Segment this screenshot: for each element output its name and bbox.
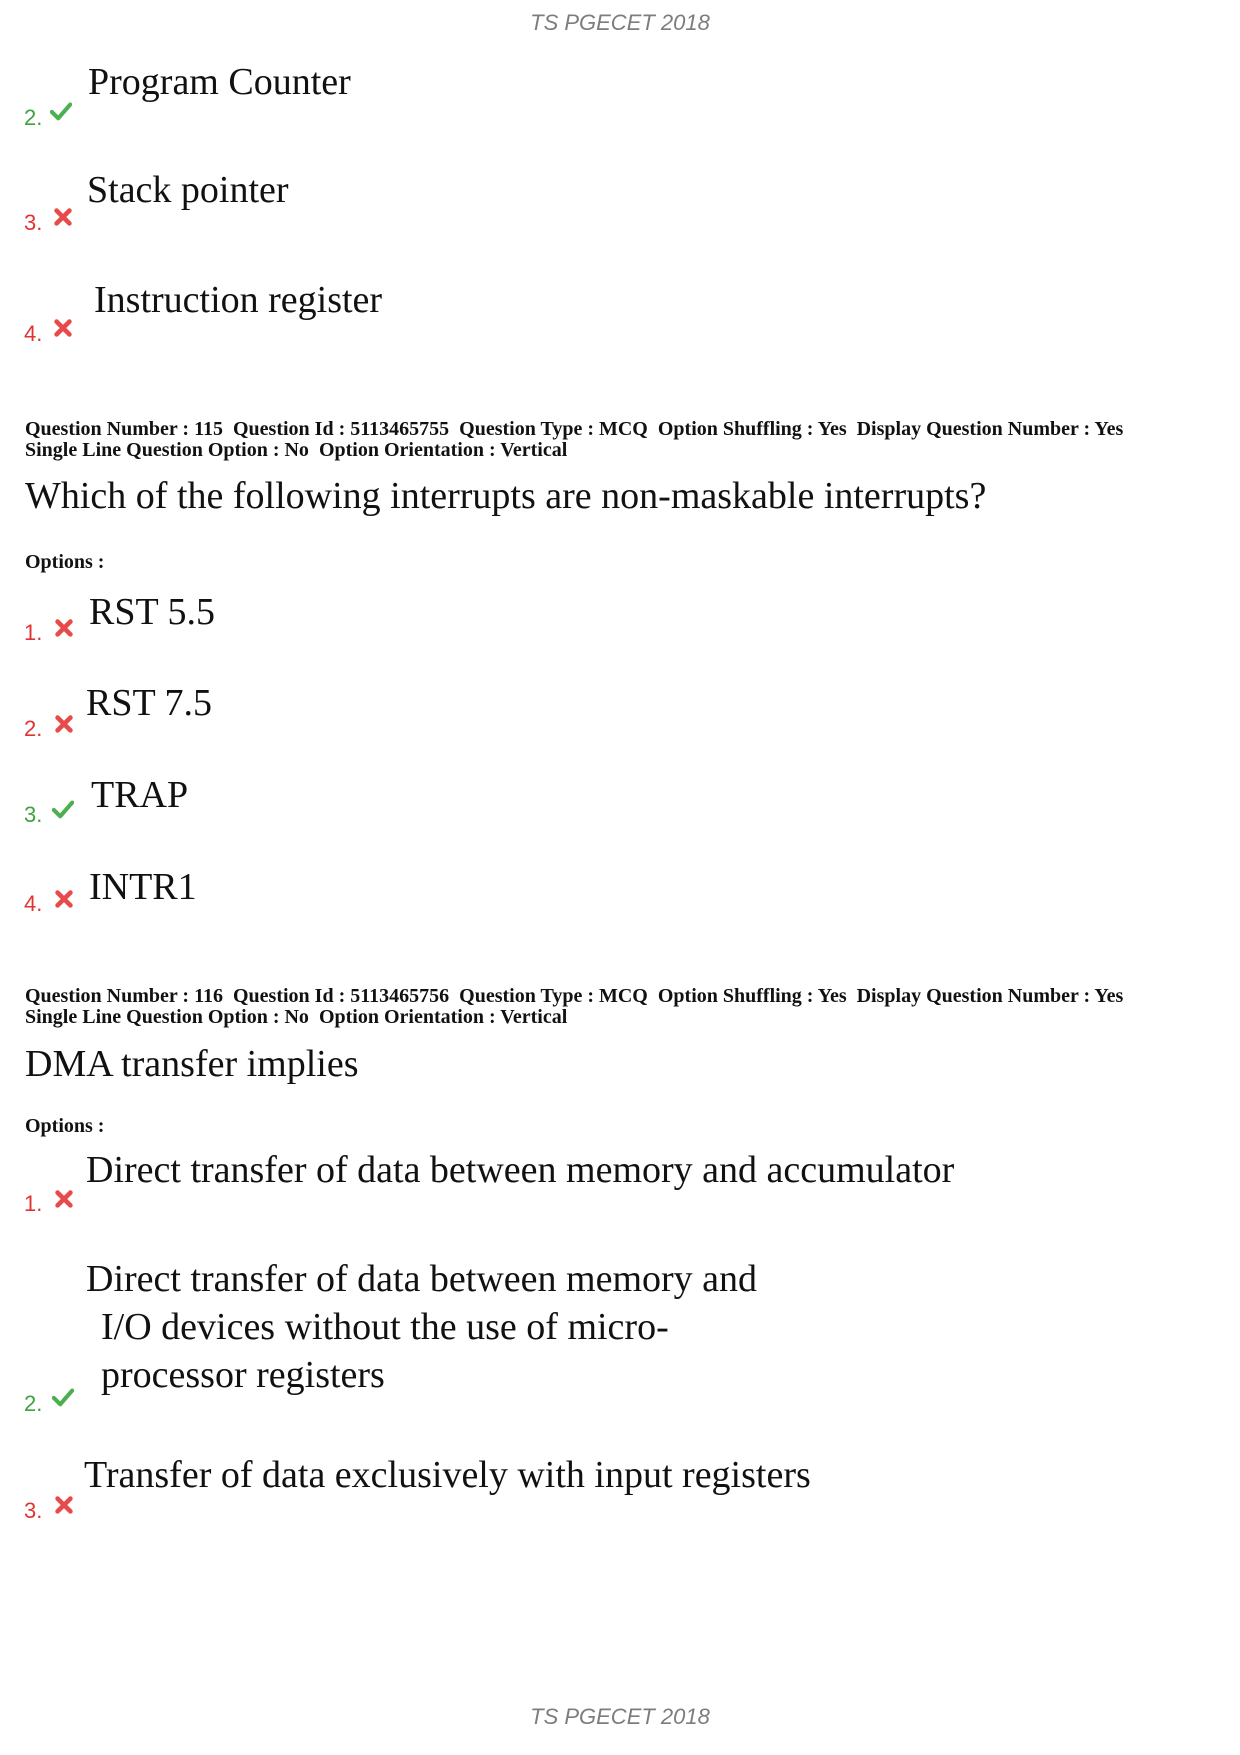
question-stem: Which of the following interrupts are non-maskable interrupts? [25,475,987,517]
question-meta [25,419,1225,461]
page-header: TS PGECET 2018 [530,10,710,35]
cross-icon [53,713,75,735]
option-number: 2. [24,1391,43,1416]
question-meta-line-2: Single Line Question Option : No Option Orientation : Vertical [25,1006,568,1028]
question-meta-line-1: Question Number : 116 Question Id : 5113465756 Question Type : MCQ Option Shuffling : Yes Display Question Number : Yes [25,985,1124,1007]
option-number: 4. [24,891,43,916]
option-text [86,1255,806,1399]
cross-icon [53,617,75,639]
option-number: 4. [24,321,43,346]
option-text: RST 5.5 [89,591,216,633]
option-text: Instruction register [94,279,383,321]
cross-icon [52,206,74,228]
page-footer: TS PGECET 2018 [530,1704,710,1729]
option-text: RST 7.5 [86,682,213,724]
options-label: Options : [25,551,105,573]
cross-icon [53,1188,75,1210]
option-text: Transfer of data exclusively with input registers [84,1454,811,1496]
check-icon [52,798,74,820]
check-icon [52,1386,74,1408]
option-number: 3. [24,1498,43,1523]
question-meta [25,986,1225,1028]
options-label: Options : [25,1115,105,1137]
question-stem: DMA transfer implies [25,1043,359,1085]
option-text: Direct transfer of data between memory and accumulator [86,1149,955,1191]
option-text-line: Direct transfer of data between memory and [86,1258,758,1300]
option-text: TRAP [91,774,189,816]
option-number: 1. [24,620,43,645]
option-text-line: processor registers [101,1354,385,1396]
question-meta-line-1: Question Number : 115 Question Id : 5113465755 Question Type : MCQ Option Shuffling : Yes Display Question Number : Yes [25,418,1124,440]
option-text: INTR1 [89,866,197,908]
option-text-line: I/O devices without the use of micro- [101,1306,669,1348]
cross-icon [52,317,74,339]
question-meta-line-2: Single Line Question Option : No Option Orientation : Vertical [25,439,568,461]
check-icon [50,100,72,122]
option-number: 2. [24,716,43,741]
cross-icon [53,888,75,910]
option-number: 2. [24,105,43,130]
option-text: Stack pointer [87,169,289,211]
cross-icon [53,1494,75,1516]
option-number: 3. [24,210,43,235]
option-text: Program Counter [88,61,351,103]
option-number: 3. [24,802,43,827]
option-number: 1. [24,1191,43,1216]
